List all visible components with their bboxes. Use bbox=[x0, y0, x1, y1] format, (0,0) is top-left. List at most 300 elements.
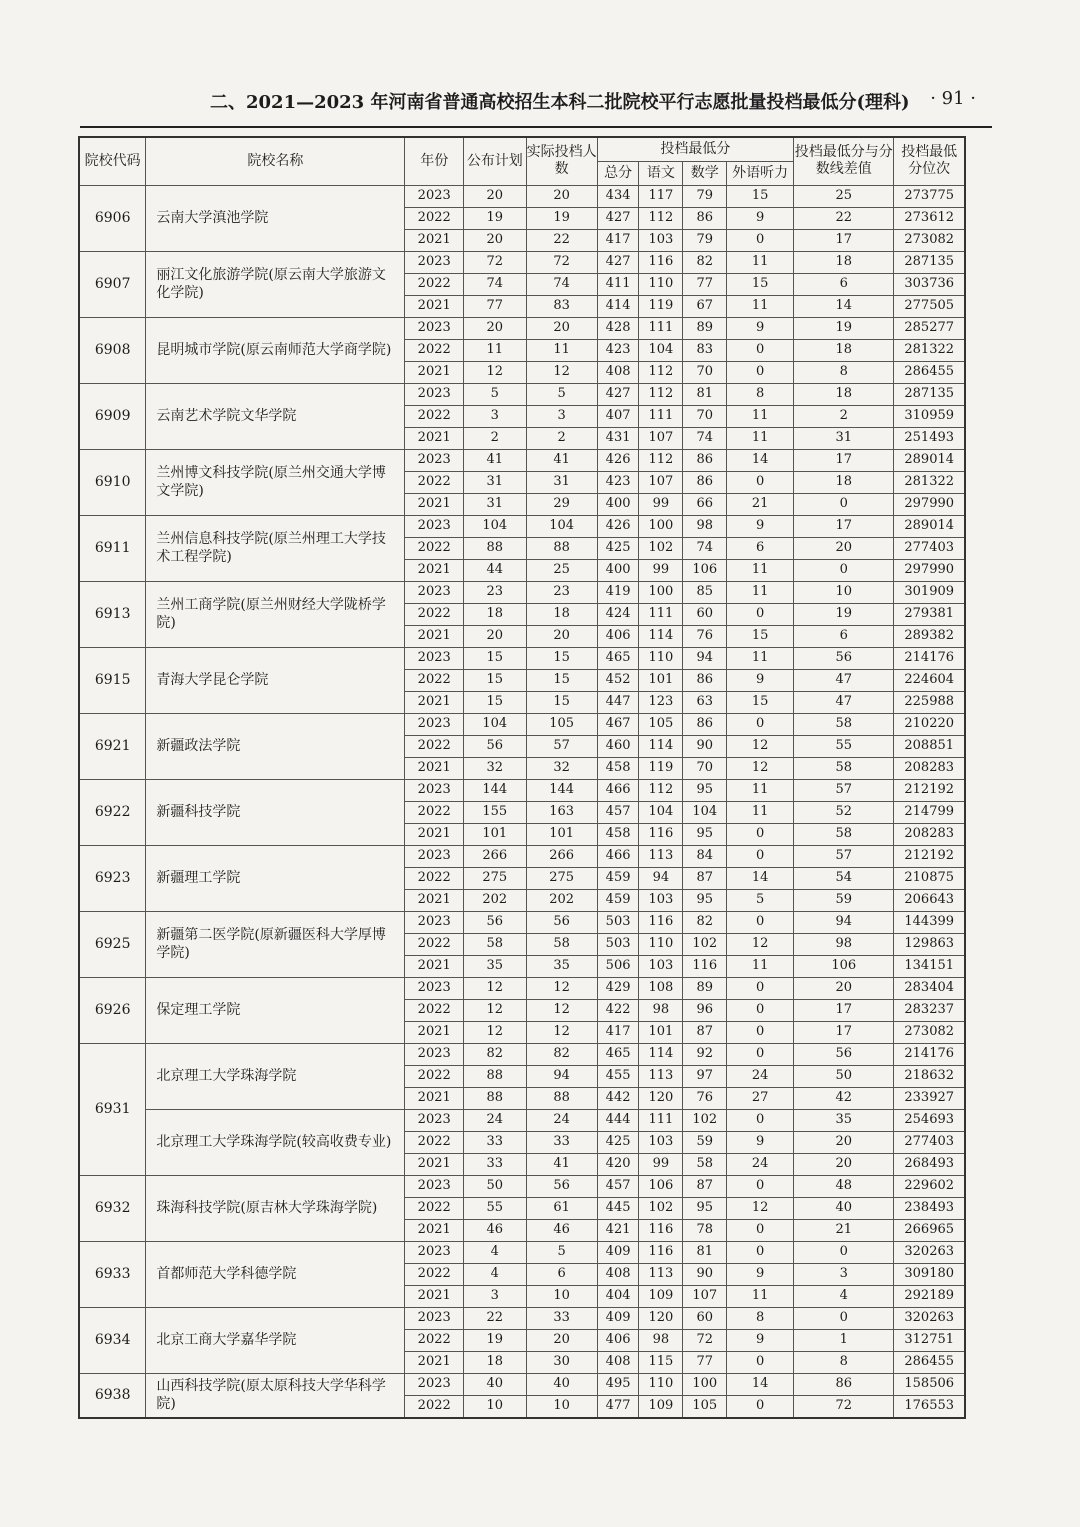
cell-total: 406 bbox=[597, 1329, 639, 1351]
cell-rank: 129863 bbox=[894, 933, 965, 955]
table-row bbox=[79, 581, 965, 603]
cell-listening: 0 bbox=[727, 1175, 794, 1197]
cell-rank: 233927 bbox=[894, 1087, 965, 1109]
header-chinese: 语文 bbox=[639, 161, 683, 185]
cell-listening: 9 bbox=[727, 515, 794, 537]
cell-diff: 17 bbox=[794, 449, 894, 471]
cell-diff: 18 bbox=[794, 471, 894, 493]
cell-listening: 12 bbox=[727, 933, 794, 955]
cell-listening: 0 bbox=[727, 471, 794, 493]
school-code: 6907 bbox=[79, 251, 146, 317]
table-row bbox=[79, 317, 965, 339]
cell-math: 87 bbox=[683, 867, 727, 889]
cell-rank: 210875 bbox=[894, 867, 965, 889]
cell-listening: 15 bbox=[727, 185, 794, 207]
cell-year: 2022 bbox=[405, 273, 464, 295]
school-name: 青海大学昆仑学院 bbox=[146, 647, 405, 713]
cell-year: 2023 bbox=[405, 1373, 464, 1395]
cell-chinese: 99 bbox=[639, 1153, 683, 1175]
cell-diff: 19 bbox=[794, 603, 894, 625]
table-row bbox=[79, 1241, 965, 1263]
cell-chinese: 103 bbox=[639, 889, 683, 911]
cell-listening: 9 bbox=[727, 669, 794, 691]
cell-math: 82 bbox=[683, 911, 727, 933]
cell-plan: 55 bbox=[463, 1197, 526, 1219]
cell-admitted: 41 bbox=[526, 1153, 597, 1175]
cell-total: 427 bbox=[597, 251, 639, 273]
cell-total: 495 bbox=[597, 1373, 639, 1395]
table-row bbox=[79, 1373, 965, 1395]
cell-total: 427 bbox=[597, 207, 639, 229]
cell-plan: 31 bbox=[463, 493, 526, 515]
cell-plan: 41 bbox=[463, 449, 526, 471]
cell-admitted: 15 bbox=[526, 691, 597, 713]
school-name: 新疆理工学院 bbox=[146, 845, 405, 911]
cell-diff: 58 bbox=[794, 823, 894, 845]
cell-listening: 0 bbox=[727, 823, 794, 845]
cell-rank: 214176 bbox=[894, 1043, 965, 1065]
cell-rank: 303736 bbox=[894, 273, 965, 295]
cell-year: 2022 bbox=[405, 603, 464, 625]
cell-admitted: 41 bbox=[526, 449, 597, 471]
cell-year: 2023 bbox=[405, 317, 464, 339]
cell-chinese: 113 bbox=[639, 1065, 683, 1087]
cell-math: 90 bbox=[683, 1263, 727, 1285]
cell-admitted: 31 bbox=[526, 471, 597, 493]
cell-listening: 15 bbox=[727, 273, 794, 295]
cell-total: 425 bbox=[597, 537, 639, 559]
cell-admitted: 105 bbox=[526, 713, 597, 735]
cell-diff: 42 bbox=[794, 1087, 894, 1109]
cell-chinese: 104 bbox=[639, 339, 683, 361]
cell-year: 2021 bbox=[405, 361, 464, 383]
cell-math: 98 bbox=[683, 515, 727, 537]
cell-rank: 176553 bbox=[894, 1395, 965, 1418]
cell-diff: 0 bbox=[794, 493, 894, 515]
cell-rank: 277403 bbox=[894, 537, 965, 559]
cell-total: 431 bbox=[597, 427, 639, 449]
cell-math: 60 bbox=[683, 1307, 727, 1329]
cell-chinese: 116 bbox=[639, 911, 683, 933]
cell-math: 102 bbox=[683, 1109, 727, 1131]
school-code: 6931 bbox=[79, 1043, 146, 1175]
cell-listening: 11 bbox=[727, 427, 794, 449]
cell-math: 60 bbox=[683, 603, 727, 625]
cell-plan: 56 bbox=[463, 735, 526, 757]
cell-year: 2021 bbox=[405, 757, 464, 779]
cell-plan: 155 bbox=[463, 801, 526, 823]
cell-year: 2021 bbox=[405, 625, 464, 647]
cell-total: 423 bbox=[597, 471, 639, 493]
cell-plan: 12 bbox=[463, 1021, 526, 1043]
cell-total: 459 bbox=[597, 867, 639, 889]
cell-rank: 266965 bbox=[894, 1219, 965, 1241]
cell-math: 84 bbox=[683, 845, 727, 867]
cell-chinese: 103 bbox=[639, 955, 683, 977]
cell-plan: 15 bbox=[463, 669, 526, 691]
cell-admitted: 20 bbox=[526, 317, 597, 339]
cell-listening: 0 bbox=[727, 1241, 794, 1263]
cell-math: 89 bbox=[683, 977, 727, 999]
cell-plan: 101 bbox=[463, 823, 526, 845]
cell-year: 2022 bbox=[405, 999, 464, 1021]
cell-total: 427 bbox=[597, 383, 639, 405]
cell-diff: 58 bbox=[794, 713, 894, 735]
cell-chinese: 110 bbox=[639, 933, 683, 955]
cell-plan: 32 bbox=[463, 757, 526, 779]
cell-year: 2023 bbox=[405, 713, 464, 735]
cell-chinese: 114 bbox=[639, 625, 683, 647]
cell-rank: 214176 bbox=[894, 647, 965, 669]
cell-rank: 279381 bbox=[894, 603, 965, 625]
cell-chinese: 99 bbox=[639, 493, 683, 515]
cell-listening: 0 bbox=[727, 1219, 794, 1241]
cell-chinese: 120 bbox=[639, 1307, 683, 1329]
cell-math: 70 bbox=[683, 405, 727, 427]
cell-math: 58 bbox=[683, 1153, 727, 1175]
school-code: 6908 bbox=[79, 317, 146, 383]
cell-listening: 11 bbox=[727, 1285, 794, 1307]
cell-chinese: 109 bbox=[639, 1395, 683, 1418]
cell-listening: 14 bbox=[727, 1373, 794, 1395]
cell-plan: 19 bbox=[463, 207, 526, 229]
cell-diff: 20 bbox=[794, 537, 894, 559]
cell-admitted: 15 bbox=[526, 669, 597, 691]
cell-chinese: 112 bbox=[639, 779, 683, 801]
cell-diff: 8 bbox=[794, 1351, 894, 1373]
cell-admitted: 18 bbox=[526, 603, 597, 625]
header-total: 总分 bbox=[597, 161, 639, 185]
cell-total: 447 bbox=[597, 691, 639, 713]
cell-rank: 144399 bbox=[894, 911, 965, 933]
cell-plan: 4 bbox=[463, 1241, 526, 1263]
cell-diff: 106 bbox=[794, 955, 894, 977]
cell-plan: 23 bbox=[463, 581, 526, 603]
cell-year: 2021 bbox=[405, 1021, 464, 1043]
cell-admitted: 30 bbox=[526, 1351, 597, 1373]
cell-listening: 0 bbox=[727, 845, 794, 867]
cell-math: 95 bbox=[683, 889, 727, 911]
cell-admitted: 104 bbox=[526, 515, 597, 537]
cell-math: 85 bbox=[683, 581, 727, 603]
cell-math: 70 bbox=[683, 757, 727, 779]
cell-rank: 285277 bbox=[894, 317, 965, 339]
cell-chinese: 94 bbox=[639, 867, 683, 889]
cell-chinese: 117 bbox=[639, 185, 683, 207]
cell-math: 83 bbox=[683, 339, 727, 361]
cell-rank: 251493 bbox=[894, 427, 965, 449]
table-row bbox=[79, 251, 965, 273]
cell-admitted: 5 bbox=[526, 1241, 597, 1263]
school-code: 6922 bbox=[79, 779, 146, 845]
cell-rank: 268493 bbox=[894, 1153, 965, 1175]
cell-math: 102 bbox=[683, 933, 727, 955]
cell-chinese: 116 bbox=[639, 823, 683, 845]
cell-plan: 31 bbox=[463, 471, 526, 493]
table-row bbox=[79, 449, 965, 471]
page-header bbox=[80, 86, 992, 128]
cell-total: 444 bbox=[597, 1109, 639, 1131]
cell-year: 2023 bbox=[405, 1307, 464, 1329]
table-row bbox=[79, 911, 965, 933]
cell-total: 425 bbox=[597, 1131, 639, 1153]
cell-listening: 0 bbox=[727, 1395, 794, 1418]
cell-year: 2021 bbox=[405, 955, 464, 977]
cell-diff: 22 bbox=[794, 207, 894, 229]
cell-rank: 214799 bbox=[894, 801, 965, 823]
cell-admitted: 10 bbox=[526, 1395, 597, 1418]
cell-total: 460 bbox=[597, 735, 639, 757]
school-code: 6910 bbox=[79, 449, 146, 515]
cell-plan: 20 bbox=[463, 229, 526, 251]
cell-chinese: 110 bbox=[639, 273, 683, 295]
cell-plan: 15 bbox=[463, 647, 526, 669]
cell-year: 2022 bbox=[405, 471, 464, 493]
cell-math: 67 bbox=[683, 295, 727, 317]
cell-diff: 0 bbox=[794, 1241, 894, 1263]
cell-plan: 202 bbox=[463, 889, 526, 911]
cell-chinese: 112 bbox=[639, 361, 683, 383]
cell-year: 2022 bbox=[405, 537, 464, 559]
cell-total: 422 bbox=[597, 999, 639, 1021]
cell-rank: 273082 bbox=[894, 1021, 965, 1043]
cell-admitted: 22 bbox=[526, 229, 597, 251]
cell-diff: 86 bbox=[794, 1373, 894, 1395]
cell-total: 465 bbox=[597, 1043, 639, 1065]
school-code: 6913 bbox=[79, 581, 146, 647]
cell-listening: 15 bbox=[727, 625, 794, 647]
cell-year: 2023 bbox=[405, 647, 464, 669]
cell-math: 95 bbox=[683, 823, 727, 845]
cell-diff: 52 bbox=[794, 801, 894, 823]
header-min-score: 投档最低分 bbox=[597, 137, 793, 161]
cell-plan: 50 bbox=[463, 1175, 526, 1197]
cell-listening: 9 bbox=[727, 1329, 794, 1351]
cell-chinese: 109 bbox=[639, 1285, 683, 1307]
cell-rank: 289014 bbox=[894, 515, 965, 537]
header-listening: 外语听力 bbox=[727, 161, 794, 185]
cell-admitted: 2 bbox=[526, 427, 597, 449]
cell-admitted: 12 bbox=[526, 977, 597, 999]
cell-rank: 320263 bbox=[894, 1241, 965, 1263]
header-year: 年份 bbox=[405, 137, 464, 185]
cell-admitted: 5 bbox=[526, 383, 597, 405]
cell-plan: 44 bbox=[463, 559, 526, 581]
cell-rank: 273082 bbox=[894, 229, 965, 251]
cell-year: 2023 bbox=[405, 515, 464, 537]
cell-total: 459 bbox=[597, 889, 639, 911]
cell-admitted: 12 bbox=[526, 361, 597, 383]
school-name: 兰州信息科技学院(原兰州理工大学技术工程学院) bbox=[146, 515, 405, 581]
cell-math: 96 bbox=[683, 999, 727, 1021]
cell-plan: 56 bbox=[463, 911, 526, 933]
school-code: 6909 bbox=[79, 383, 146, 449]
cell-chinese: 107 bbox=[639, 471, 683, 493]
cell-diff: 18 bbox=[794, 339, 894, 361]
cell-admitted: 56 bbox=[526, 911, 597, 933]
cell-plan: 33 bbox=[463, 1153, 526, 1175]
cell-rank: 218632 bbox=[894, 1065, 965, 1087]
cell-rank: 229602 bbox=[894, 1175, 965, 1197]
cell-listening: 14 bbox=[727, 449, 794, 471]
cell-chinese: 116 bbox=[639, 1219, 683, 1241]
cell-rank: 212192 bbox=[894, 845, 965, 867]
cell-total: 429 bbox=[597, 977, 639, 999]
cell-rank: 206643 bbox=[894, 889, 965, 911]
school-name: 新疆第二医学院(原新疆医科大学厚博学院) bbox=[146, 911, 405, 977]
cell-listening: 21 bbox=[727, 493, 794, 515]
cell-math: 78 bbox=[683, 1219, 727, 1241]
school-name: 北京工商大学嘉华学院 bbox=[146, 1307, 405, 1373]
cell-total: 467 bbox=[597, 713, 639, 735]
cell-admitted: 20 bbox=[526, 1329, 597, 1351]
cell-chinese: 100 bbox=[639, 515, 683, 537]
cell-chinese: 100 bbox=[639, 581, 683, 603]
cell-total: 414 bbox=[597, 295, 639, 317]
cell-plan: 3 bbox=[463, 405, 526, 427]
cell-admitted: 12 bbox=[526, 999, 597, 1021]
cell-chinese: 108 bbox=[639, 977, 683, 999]
school-code: 6934 bbox=[79, 1307, 146, 1373]
cell-plan: 24 bbox=[463, 1109, 526, 1131]
school-name: 兰州工商学院(原兰州财经大学陇桥学院) bbox=[146, 581, 405, 647]
cell-math: 87 bbox=[683, 1021, 727, 1043]
cell-rank: 281322 bbox=[894, 339, 965, 361]
cell-year: 2021 bbox=[405, 559, 464, 581]
school-name: 山西科技学院(原太原科技大学华科学院) bbox=[146, 1373, 405, 1418]
cell-total: 442 bbox=[597, 1087, 639, 1109]
cell-plan: 82 bbox=[463, 1043, 526, 1065]
cell-admitted: 88 bbox=[526, 1087, 597, 1109]
header-code: 院校代码 bbox=[79, 137, 146, 185]
table-row bbox=[79, 845, 965, 867]
cell-listening: 0 bbox=[727, 977, 794, 999]
cell-chinese: 119 bbox=[639, 757, 683, 779]
cell-plan: 88 bbox=[463, 1087, 526, 1109]
school-name: 新疆政法学院 bbox=[146, 713, 405, 779]
table-body bbox=[79, 185, 965, 1418]
cell-total: 434 bbox=[597, 185, 639, 207]
cell-rank: 134151 bbox=[894, 955, 965, 977]
cell-year: 2022 bbox=[405, 801, 464, 823]
cell-total: 458 bbox=[597, 823, 639, 845]
cell-admitted: 33 bbox=[526, 1131, 597, 1153]
cell-diff: 17 bbox=[794, 229, 894, 251]
cell-plan: 58 bbox=[463, 933, 526, 955]
cell-diff: 31 bbox=[794, 427, 894, 449]
cell-total: 408 bbox=[597, 361, 639, 383]
cell-diff: 4 bbox=[794, 1285, 894, 1307]
cell-chinese: 113 bbox=[639, 1263, 683, 1285]
school-code: 6932 bbox=[79, 1175, 146, 1241]
cell-chinese: 115 bbox=[639, 1351, 683, 1373]
cell-math: 74 bbox=[683, 427, 727, 449]
header-math: 数学 bbox=[683, 161, 727, 185]
cell-admitted: 19 bbox=[526, 207, 597, 229]
cell-diff: 98 bbox=[794, 933, 894, 955]
cell-year: 2023 bbox=[405, 1109, 464, 1131]
cell-diff: 25 bbox=[794, 185, 894, 207]
cell-admitted: 56 bbox=[526, 1175, 597, 1197]
cell-chinese: 101 bbox=[639, 1021, 683, 1043]
cell-diff: 10 bbox=[794, 581, 894, 603]
cell-year: 2023 bbox=[405, 1241, 464, 1263]
cell-plan: 20 bbox=[463, 625, 526, 647]
cell-math: 76 bbox=[683, 1087, 727, 1109]
cell-admitted: 72 bbox=[526, 251, 597, 273]
cell-chinese: 98 bbox=[639, 999, 683, 1021]
cell-plan: 19 bbox=[463, 1329, 526, 1351]
cell-diff: 6 bbox=[794, 273, 894, 295]
cell-total: 408 bbox=[597, 1263, 639, 1285]
cell-diff: 14 bbox=[794, 295, 894, 317]
cell-math: 79 bbox=[683, 229, 727, 251]
cell-plan: 104 bbox=[463, 713, 526, 735]
cell-math: 105 bbox=[683, 1395, 727, 1418]
cell-math: 81 bbox=[683, 1241, 727, 1263]
cell-math: 87 bbox=[683, 1175, 727, 1197]
cell-year: 2022 bbox=[405, 339, 464, 361]
cell-rank: 309180 bbox=[894, 1263, 965, 1285]
cell-total: 466 bbox=[597, 845, 639, 867]
cell-plan: 104 bbox=[463, 515, 526, 537]
cell-total: 458 bbox=[597, 757, 639, 779]
table-row bbox=[79, 1043, 965, 1065]
cell-total: 445 bbox=[597, 1197, 639, 1219]
cell-listening: 9 bbox=[727, 1131, 794, 1153]
cell-rank: 283237 bbox=[894, 999, 965, 1021]
cell-chinese: 114 bbox=[639, 735, 683, 757]
cell-admitted: 88 bbox=[526, 537, 597, 559]
cell-plan: 10 bbox=[463, 1395, 526, 1418]
cell-total: 409 bbox=[597, 1241, 639, 1263]
cell-listening: 12 bbox=[727, 735, 794, 757]
cell-math: 76 bbox=[683, 625, 727, 647]
cell-plan: 15 bbox=[463, 691, 526, 713]
cell-admitted: 144 bbox=[526, 779, 597, 801]
school-name: 云南艺术学院文华学院 bbox=[146, 383, 405, 449]
cell-admitted: 33 bbox=[526, 1307, 597, 1329]
cell-admitted: 82 bbox=[526, 1043, 597, 1065]
cell-math: 82 bbox=[683, 251, 727, 273]
cell-diff: 8 bbox=[794, 361, 894, 383]
header-plan: 公布计划 bbox=[463, 137, 526, 185]
cell-plan: 12 bbox=[463, 977, 526, 999]
cell-plan: 72 bbox=[463, 251, 526, 273]
cell-math: 90 bbox=[683, 735, 727, 757]
cell-diff: 2 bbox=[794, 405, 894, 427]
cell-admitted: 15 bbox=[526, 647, 597, 669]
cell-math: 72 bbox=[683, 1329, 727, 1351]
cell-year: 2022 bbox=[405, 867, 464, 889]
cell-listening: 6 bbox=[727, 537, 794, 559]
cell-diff: 6 bbox=[794, 625, 894, 647]
cell-plan: 20 bbox=[463, 185, 526, 207]
cell-year: 2023 bbox=[405, 383, 464, 405]
cell-rank: 273612 bbox=[894, 207, 965, 229]
cell-rank: 277403 bbox=[894, 1131, 965, 1153]
cell-diff: 72 bbox=[794, 1395, 894, 1418]
cell-math: 95 bbox=[683, 1197, 727, 1219]
cell-math: 86 bbox=[683, 449, 727, 471]
cell-math: 81 bbox=[683, 383, 727, 405]
school-name: 昆明城市学院(原云南师范大学商学院) bbox=[146, 317, 405, 383]
cell-admitted: 275 bbox=[526, 867, 597, 889]
cell-year: 2022 bbox=[405, 405, 464, 427]
cell-math: 89 bbox=[683, 317, 727, 339]
cell-rank: 289382 bbox=[894, 625, 965, 647]
cell-listening: 9 bbox=[727, 207, 794, 229]
